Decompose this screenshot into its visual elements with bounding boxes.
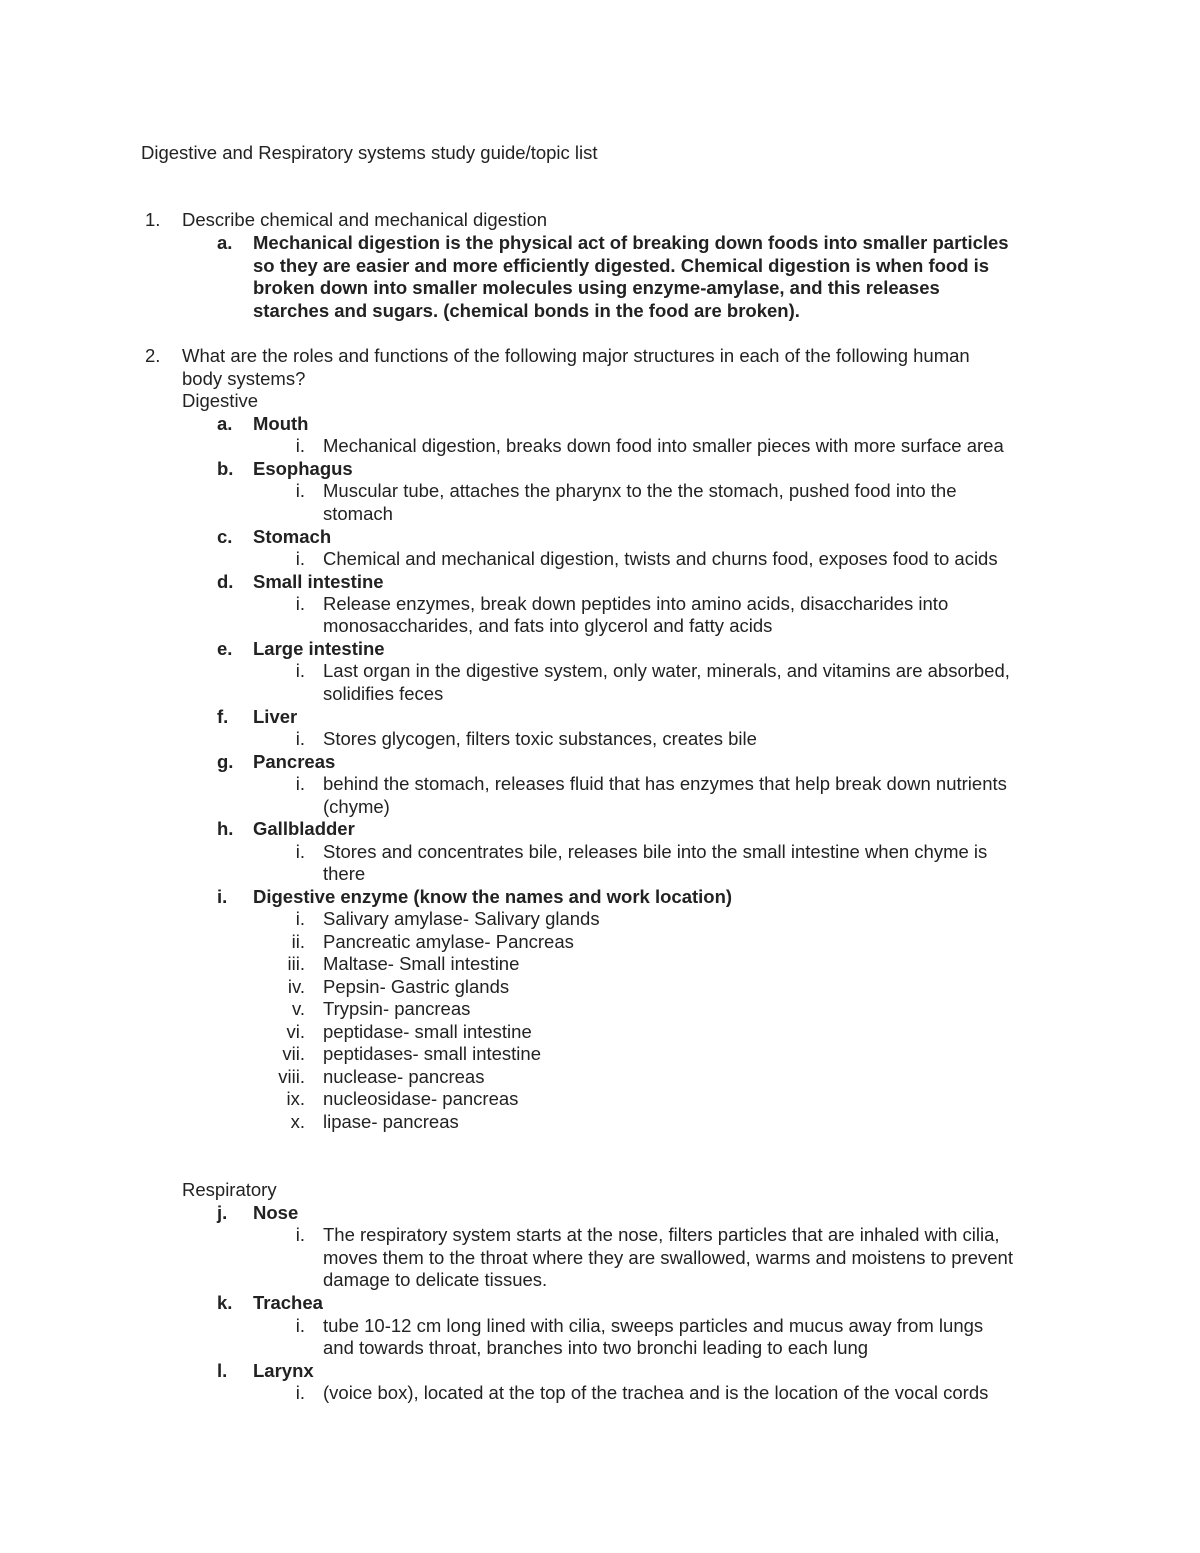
item-name-stomach: Stomach xyxy=(253,526,332,547)
enzyme-line: peptidases- small intestine xyxy=(323,1043,541,1064)
detail-line: there xyxy=(323,863,366,884)
answer-1-line: starches and sugars. (chemical bonds in the food are broken). xyxy=(253,300,800,321)
item-marker: a. xyxy=(217,413,233,434)
enzyme-line: Maltase- Small intestine xyxy=(323,953,520,974)
item-name-pancreas: Pancreas xyxy=(253,751,336,772)
detail-line: Mechanical digestion, breaks down food into smaller pieces with more surface area xyxy=(323,435,1004,456)
page-title: Digestive and Respiratory systems study guide/topic list xyxy=(141,142,598,163)
enzyme-line: peptidase- small intestine xyxy=(323,1021,532,1042)
detail-line: (voice box), located at the top of the trachea and is the location of the vocal cords xyxy=(323,1382,989,1403)
detail-line: Muscular tube, attaches the pharynx to the the stomach, pushed food into the xyxy=(323,480,957,501)
answer-1-marker: a. xyxy=(217,232,233,253)
question-2-number: 2. xyxy=(145,345,161,366)
detail-marker: ii. xyxy=(291,931,305,952)
enzyme-line: Pepsin- Gastric glands xyxy=(323,976,510,997)
detail-marker: viii. xyxy=(278,1066,305,1087)
detail-marker: v. xyxy=(291,998,305,1019)
item-marker: k. xyxy=(217,1292,233,1313)
item-marker: b. xyxy=(217,458,234,479)
item-marker: c. xyxy=(217,526,233,547)
detail-line: Stores glycogen, filters toxic substances, creates bile xyxy=(323,728,757,749)
question-2-text: body systems? xyxy=(182,368,306,389)
item-name-larynx: Larynx xyxy=(253,1360,314,1381)
enzyme-line: Trypsin- pancreas xyxy=(323,998,471,1019)
detail-line: (chyme) xyxy=(323,796,390,817)
item-marker: g. xyxy=(217,751,234,772)
detail-line: Last organ in the digestive system, only water, minerals, and vitamins are absorbed, xyxy=(323,660,1010,681)
answer-1-line: broken down into smaller molecules using enzyme-amylase, and this releases xyxy=(253,277,940,298)
item-marker: f. xyxy=(217,706,229,727)
respiratory-heading: Respiratory xyxy=(182,1179,277,1200)
detail-marker: x. xyxy=(290,1111,305,1132)
detail-line: Stores and concentrates bile, releases bile into the small intestine when chyme is xyxy=(323,841,988,862)
detail-marker: i. xyxy=(295,728,305,749)
detail-marker: ix. xyxy=(286,1088,305,1109)
question-2-text: What are the roles and functions of the following major structures in each of the following human xyxy=(182,345,970,366)
detail-marker: i. xyxy=(295,773,305,794)
item-marker: e. xyxy=(217,638,233,659)
item-name-mouth: Mouth xyxy=(253,413,309,434)
detail-marker: iv. xyxy=(287,976,305,997)
detail-line: monosaccharides, and fats into glycerol and fatty acids xyxy=(323,615,773,636)
enzyme-line: nucleosidase- pancreas xyxy=(323,1088,519,1109)
detail-marker: i. xyxy=(295,841,305,862)
detail-line: behind the stomach, releases fluid that has enzymes that help break down nutrients xyxy=(323,773,1007,794)
question-1-text: Describe chemical and mechanical digestion xyxy=(182,209,548,230)
detail-line: Release enzymes, break down peptides into amino acids, disaccharides into xyxy=(323,593,949,614)
detail-marker: i. xyxy=(295,1382,305,1403)
item-name-small-intestine: Small intestine xyxy=(253,571,384,592)
item-name-digestive-enzyme: Digestive enzyme (know the names and work location) xyxy=(253,886,733,907)
answer-1-line: Mechanical digestion is the physical act of breaking down foods into smaller particles xyxy=(253,232,1009,253)
detail-marker: i. xyxy=(295,1224,305,1245)
detail-line: and towards throat, branches into two bronchi leading to each lung xyxy=(323,1337,869,1358)
item-name-gallbladder: Gallbladder xyxy=(253,818,355,839)
detail-marker: iii. xyxy=(287,953,305,974)
item-name-nose: Nose xyxy=(253,1202,299,1223)
detail-marker: i. xyxy=(295,660,305,681)
detail-marker: i. xyxy=(295,548,305,569)
detail-marker: i. xyxy=(295,480,305,501)
item-marker: i. xyxy=(217,886,228,907)
detail-marker: i. xyxy=(295,593,305,614)
item-name-esophagus: Esophagus xyxy=(253,458,353,479)
item-name-liver: Liver xyxy=(253,706,298,727)
detail-marker: i. xyxy=(295,1315,305,1336)
detail-line: moves them to the throat where they are swallowed, warms and moistens to prevent xyxy=(323,1247,1013,1268)
enzyme-line: Salivary amylase- Salivary glands xyxy=(323,908,600,929)
detail-line: stomach xyxy=(323,503,393,524)
item-marker: j. xyxy=(217,1202,228,1223)
item-marker: l. xyxy=(217,1360,228,1381)
detail-line: solidifies feces xyxy=(323,683,444,704)
detail-line: tube 10-12 cm long lined with cilia, sweeps particles and mucus away from lungs xyxy=(323,1315,984,1336)
item-name-large-intestine: Large intestine xyxy=(253,638,385,659)
detail-line: damage to delicate tissues. xyxy=(323,1269,548,1290)
enzyme-line: lipase- pancreas xyxy=(323,1111,459,1132)
item-marker: h. xyxy=(217,818,234,839)
enzyme-line: Pancreatic amylase- Pancreas xyxy=(323,931,574,952)
detail-marker: i. xyxy=(295,435,305,456)
item-name-trachea: Trachea xyxy=(253,1292,323,1313)
enzyme-line: nuclease- pancreas xyxy=(323,1066,485,1087)
answer-1-line: so they are easier and more efficiently digested. Chemical digestion is when food is xyxy=(253,255,990,276)
detail-marker: vii. xyxy=(282,1043,305,1064)
digestive-heading: Digestive xyxy=(182,390,259,411)
detail-line: The respiratory system starts at the nose, filters particles that are inhaled with cilia, xyxy=(323,1224,1000,1245)
detail-marker: vi. xyxy=(286,1021,305,1042)
question-1-number: 1. xyxy=(145,209,161,230)
detail-marker: i. xyxy=(295,908,305,929)
item-marker: d. xyxy=(217,571,234,592)
detail-line: Chemical and mechanical digestion, twists and churns food, exposes food to acids xyxy=(323,548,998,569)
